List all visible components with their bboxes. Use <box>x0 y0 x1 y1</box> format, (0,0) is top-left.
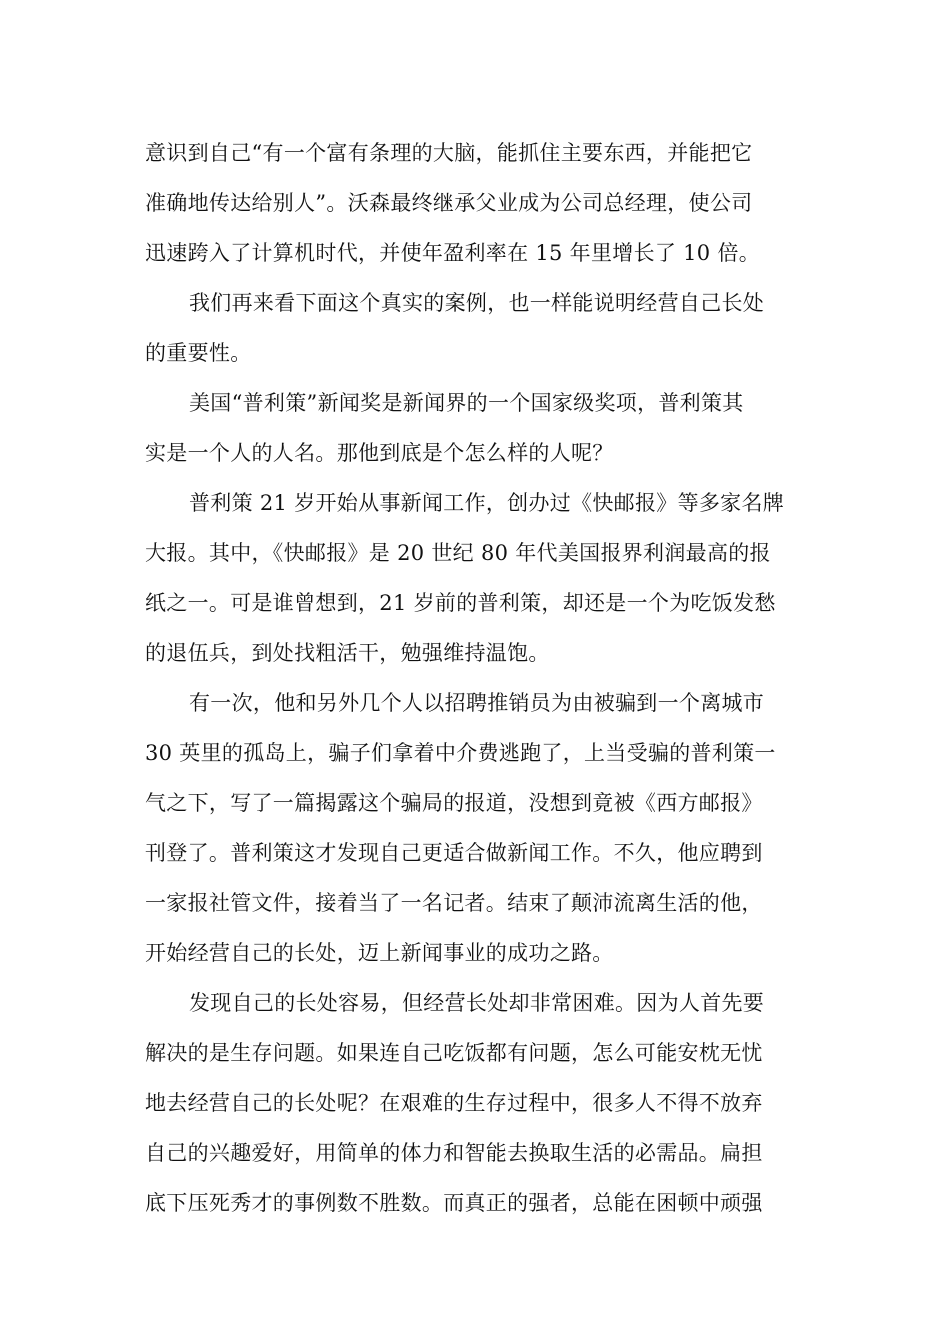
text-line: 气之下，写了一篇揭露这个骗局的报道，没想到竟被《西方邮报》 <box>145 791 763 815</box>
text-line: 地去经营自己的长处呢？在艰难的生存过程中，很多人不得不放弃 <box>145 1091 763 1115</box>
text-line: 解决的是生存问题。如果连自己吃饭都有问题，怎么可能安枕无忧 <box>145 1041 763 1065</box>
text-line: 的重要性。 <box>145 341 252 365</box>
text-line: 30 英里的孤岛上，骗子们拿着中介费逃跑了，上当受骗的普利策一 <box>145 741 776 765</box>
text-line: 意识到自己“有一个富有条理的大脑，能抓住主要东西，并能把它 <box>145 141 753 165</box>
text-line: 开始经营自己的长处，迈上新闻事业的成功之路。 <box>145 941 614 965</box>
paragraph-first-line: 有一次，他和另外几个人以招聘推销员为由被骗到一个离城市 <box>189 691 765 715</box>
text-line: 一家报社管文件，接着当了一名记者。结束了颠沛流离生活的他， <box>145 891 763 915</box>
paragraph-first-line: 发现自己的长处容易，但经营长处却非常困难。因为人首先要 <box>189 991 765 1015</box>
text-line: 准确地传达给别人”。沃森最终继承父业成为公司总经理，使公司 <box>145 191 753 215</box>
text-line: 迅速跨入了计算机时代，并使年盈利率在 15 年里增长了 10 倍。 <box>145 241 761 265</box>
text-line: 自己的兴趣爱好，用简单的体力和智能去换取生活的必需品。扁担 <box>145 1141 763 1165</box>
text-line: 的退伍兵，到处找粗活干，勉强维持温饱。 <box>145 641 550 665</box>
text-line: 大报。其中，《快邮报》是 20 世纪 80 年代美国报界利润最高的报 <box>145 541 771 565</box>
paragraph-first-line: 我们再来看下面这个真实的案例，也一样能说明经营自己长处 <box>189 291 765 315</box>
paragraph-first-line: 美国“普利策”新闻奖是新闻界的一个国家级奖项，普利策其 <box>189 391 744 415</box>
text-line: 纸之一。可是谁曾想到，21 岁前的普利策，却还是一个为吃饭发愁 <box>145 591 776 615</box>
text-line: 实是一个人的人名。那他到底是个怎么样的人呢？ <box>145 441 614 465</box>
text-line: 刊登了。普利策这才发现自己更适合做新闻工作。不久，他应聘到 <box>145 841 763 865</box>
paragraph-first-line: 普利策 21 岁开始从事新闻工作，创办过《快邮报》等多家名牌 <box>189 491 785 515</box>
document-body <box>145 128 805 1228</box>
text-line: 底下压死秀才的事例数不胜数。而真正的强者，总能在困顿中顽强 <box>145 1191 763 1215</box>
